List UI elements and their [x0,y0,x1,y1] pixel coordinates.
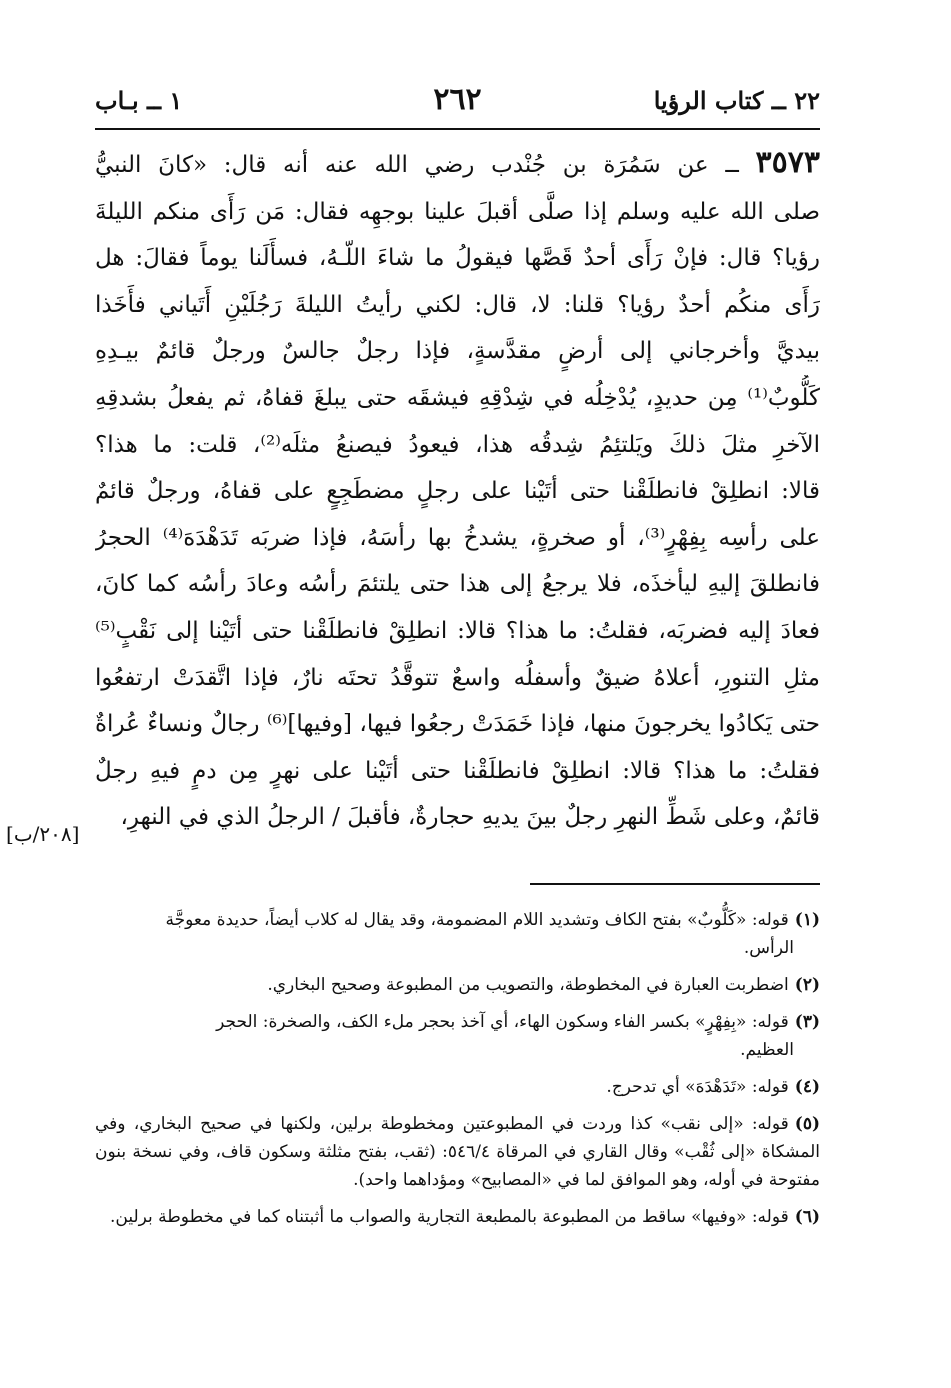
footnote-number: (٦) [794,1207,820,1227]
body-line-2: صلى الله عليه وسلم إذا صلَّى أقبلَ علينا بوجهِه فقال: مَن رَأَى منكم الليلةَ [95,198,820,225]
chapter-title: ٢٢ ــ كتاب الرؤيا [653,86,820,115]
footnote-2 [95,971,820,999]
body-line-1: ٣٥٧٣ ــ عن سَمُرَة بن جُنْدب رضي الله عنه أنه قال: «كانَ النبيُّ [95,145,820,180]
body-line-3: رؤيا؟ قال: فإنْ رَأَى أحدٌ قَصَّها فيقولُ ما شاءَ اللّـهُ، فسأَلَنا يوماً فقالَ: هل [95,245,820,272]
body-line-15: قائمٌ، وعلى شَطِّ النهرِ رجلٌ بينَ يديهِ حجارةٌ، فأقبلَ / الرجلُ الذي في النهرِ، [120,804,820,831]
footnote-number: (٥) [794,1114,820,1134]
manuscript-folio-note: [٢٠٨/ب] [6,822,80,846]
footnote-number: (٢) [794,975,820,995]
body-line-5: بيديَّ وأخرجاني إلى أرضٍ مقدَّسةٍ، فإذا رجلٌ جالسٌ ورجلٌ قائمٌ بيـدِهِ [95,338,820,365]
body-line-11: فعادَ إليه فضربَه، فقلتُ: ما هذا؟ قالا: انطلِقْ فانطلَقْنا حتى أتَيْنا إلى نَقْبٍ⁽⁵⁾ [95,617,820,644]
body-line-6: كَلُّوبٌ⁽¹⁾ مِن حديدٍ، يُدْخِلُه في شِدْقِهِ فيشقَه حتى يبلغَ قفاهُ، ثم يفعلُ بشدقِهِ [95,384,820,411]
body-line-9: على رأسِه بِفِهْرٍ⁽³⁾، أو صخرةٍ، يشدخُ بها رأسَهُ، فإذا ضربَه تَدَهْدَهَ⁽⁴⁾ الحجرُ [95,524,820,551]
footnote-6 [95,1203,820,1231]
footnote-text: اضطربت العبارة في المخطوطة، والتصويب من المطبوعة وصحيح البخاري. [267,975,789,995]
footnote-divider [530,883,820,885]
footnote-number: (١) [794,910,820,930]
footnote-continuation: الرأس. [743,938,794,958]
body-line-8: قالا: انطلِقْ فانطلَقْنا حتى أتَيْنا على رجلٍ مضطَجِعٍ على قفاهُ، ورجلٌ قائمٌ [95,478,820,505]
footnote-4 [95,1073,820,1101]
body-line-12: مثلِ التنورِ، أعلاهُ ضيقٌ وأسفلُه واسعٌ تتوقَّدُ تحتَه نارٌ، فإذا اتَّقدَتْ ارتفعُوا [95,664,820,691]
header-divider [95,128,820,130]
body-line-10: فانطلقَ إليهِ ليأخذَه، فلا يرجعُ إلى هذا حتى يلتئمَ رأسُه وعادَ رأسُه كما كانَ، [95,571,820,598]
body-line-14: فقلتُ: ما هذا؟ قالا: انطلِقْ فانطلَقْنا حتى أتَيْنا على نهرٍ مِن دمٍ فيهِ رجلٌ [95,757,820,784]
body-line-7: الآخرِ مثلَ ذلكَ ويَلتئِمُ شِدقُه هذا، فيعودُ فيصنعُ مثلَه⁽²⁾، قلت: ما هذا؟ [95,431,820,458]
footnote-number: (٣) [794,1012,820,1032]
footnote-number: (٤) [794,1077,820,1097]
footnote-3 [95,1008,820,1064]
page-number: ٢٦٢ [433,82,482,117]
footnote-text: قوله: «إلى نقب» كذا وردت في المطبوعتين ومخطوطة برلين، ولكنها في صحيح البخاري، وفي المشكاة «إلى ثُقْب» وقال القاري في المرقاة ٥٤٦/٤: (ثقب، بفتح مثلثة وسكون قاف، وفي نسخة بنون مفتوحة في أوله، وهو الموافق لما في «المصابيح» ومؤداهما واحد). [95,1114,820,1190]
footnote-text: قوله: «تَدَهْدَهَ» أي تدحرج. [606,1077,789,1097]
footnote-continuation: العظيم. [740,1040,794,1060]
footnote-text: قوله: «بِفِهْرٍ» بكسر الفاء وسكون الهاء، أي آخذ بحجر ملء الكف، والصخرة: الحجر [216,1012,789,1032]
hadith-number: ٣٥٧٣ [755,145,820,180]
footnote-text: قوله: «كَلُّوبٌ» بفتح الكاف وتشديد اللام المضمومة، وقد يقال له كلاب أيضاً، حديدة معوجَّة [165,910,789,930]
footnote-1 [95,906,820,962]
footnote-text: قوله: «وفيها» ساقط من المطبوعة بالمطبعة التجارية والصواب ما أثبتناه كما في مخطوطة برلين. [109,1207,789,1227]
footnote-5 [95,1110,820,1194]
body-line-4: رَأَى منكُم أحدٌ رؤيا؟ قلنا: لا، قال: لكني رأيتُ الليلةَ رَجُلَيْنِ أَتَياني فأَخَذا [95,291,820,318]
page-header [95,82,820,120]
hadith-body [95,140,820,841]
footnotes [95,906,820,1240]
body-line-13: حتى يَكادُوا يخرجونَ منها، فإذا خَمَدَتْ رجعُوا فيها، [وفيها]⁽⁶⁾ رجالٌ ونساءٌ عُراةٌ [95,711,820,738]
section-title: ١ ــ بـاب [95,86,183,115]
